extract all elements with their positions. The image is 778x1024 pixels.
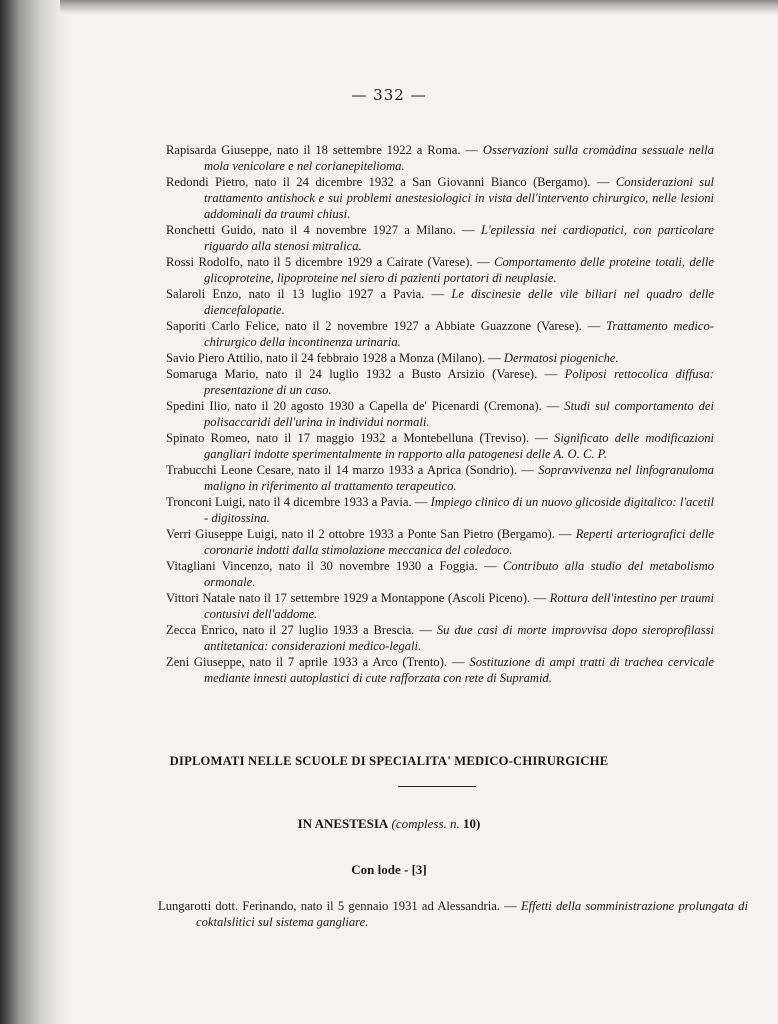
entry-person: Tronconi Luigi, nato il 4 dicembre 1933 a Pavia. — <box>166 495 431 509</box>
entry-work: Osservazioni sulla cromàdina sessuale nella mola venicolare e nel corianepitelioma. <box>204 143 714 173</box>
list-item <box>166 222 714 254</box>
final-entry <box>158 898 748 930</box>
list-item <box>166 558 714 590</box>
list-item <box>166 526 714 558</box>
entry-person: Spinato Romeo, nato il 17 maggio 1932 a Montebelluna (Treviso). — <box>166 431 555 445</box>
subheading-count: 10) <box>463 816 481 831</box>
list-item <box>166 654 714 686</box>
list-item <box>166 142 714 174</box>
list-item <box>166 622 714 654</box>
honors-heading: Con lode - [3] <box>351 862 427 877</box>
entry-person: Vittori Natale nato il 17 settembre 1929 a Montappone (Ascoli Piceno). — <box>166 591 550 605</box>
entry-work: Considerazioni sul trattamento antishock e sui problemi anestesiologici in vista dell'intervento chirurgico, nelle lesioni addominali da traumi chiusi. <box>204 175 714 221</box>
entry-person: Trabucchi Leone Cesare, nato il 14 marzo 1933 a Aprica (Sondrio). — <box>166 463 539 477</box>
list-item <box>166 430 714 462</box>
entry-work: Contributo alla studio del metabolismo ormonale. <box>204 559 714 589</box>
entry-person: Zecca Enrico, nato il 27 luglio 1933 a Brescia. — <box>166 623 437 637</box>
list-item <box>166 174 714 222</box>
list-item <box>166 286 714 318</box>
entry-work: Effetti della somministrazione prolungata di coktalslitici sul sistema gangliare. <box>196 899 748 929</box>
entry-work: Studi sul comportamento dei polisaccaridi dell'urina in individui normali. <box>204 399 714 429</box>
list-item <box>166 350 714 366</box>
entry-work: Reperti arteriografici delle coronarie indotti dalla stimolazione meccanica del coledoco. <box>204 527 715 557</box>
heading-rule <box>398 786 476 787</box>
entry-work: Su due casi di morte improvvisa dopo sieroprofilassi antitetanica: considerazioni medico-legali. <box>204 623 714 653</box>
list-item <box>166 398 714 430</box>
entry-work: Comportamento delle proteine totali, delle glicoproteine, lipoproteine nel siero di pazienti portatori di neuplasie. <box>204 255 714 285</box>
section-heading: DIPLOMATI NELLE SCUOLE DI SPECIALITA' MEDICO-CHIRURGICHE <box>169 754 609 768</box>
list-item <box>166 494 714 526</box>
list-item <box>166 318 714 350</box>
entry-person: Lungarotti dott. Ferinando, nato il 5 gennaio 1931 ad Alessandria. — <box>158 899 521 913</box>
entry-person: Somaruga Mario, nato il 24 luglio 1932 a Busto Arsizio (Varese). — <box>166 367 565 381</box>
entry-person: Salaroli Enzo, nato il 13 luglio 1927 a Pavia. — <box>166 287 452 301</box>
entry-person: Zeni Giuseppe, nato il 7 aprile 1933 a Arco (Trento). — <box>166 655 470 669</box>
entry-list <box>166 142 714 686</box>
list-item <box>166 254 714 286</box>
entry-work: Dermatosi piogeniche. <box>503 351 619 365</box>
entry-work: L'epilessia nei cardiopatici, con particolare riguardo alla stenosi mitralica. <box>204 223 714 253</box>
entry-work: Significato delle modificazioni gangliari indotte sperimentalmente in rapporto alla patogenesi delle A. O. C. P. <box>204 431 714 461</box>
entry-person: Vitagliani Vincenzo, nato il 30 novembre 1930 a Foggia. — <box>166 559 504 573</box>
entry-person: Redondi Pietro, nato il 24 dicembre 1932 a San Giovanni Bianco (Bergamo). — <box>166 175 616 189</box>
entry-work: Impiego clinico di un nuovo glicoside digitalico: l'acetil - digitossina. <box>204 495 715 525</box>
page-top-edge <box>60 0 778 16</box>
list-item <box>166 590 714 622</box>
entry-work: Rottura dell'intestino per traumi contusivi dell'addome. <box>204 591 714 621</box>
list-item <box>166 462 714 494</box>
entry-work: Le discinesie delle vile biliari nel quadro delle diencefalopatie. <box>204 287 715 317</box>
entry-work: Sostituzione di ampi tratti di trachea cervicale mediante innesti autoplastici di cute rafforzata con rete di Supramid. <box>204 655 714 685</box>
subheading-title: IN ANESTESIA <box>297 816 389 831</box>
entry-work: Trattamento medico-chirurgico della incontinenza urinaria. <box>204 319 714 349</box>
entry-person: Verri Giuseppe Luigi, nato il 2 ottobre 1933 a Ponte San Pietro (Bergamo). — <box>166 527 576 541</box>
entry-work: Poliposi rettocolica diffusa: presentazione di un caso. <box>204 367 714 397</box>
entry-work: Sopravvivenza nel linfogranuloma maligno in riferimento al trattamento terapeutico. <box>204 463 714 493</box>
page-number: — 332 — <box>351 86 427 104</box>
subheading <box>0 816 778 832</box>
entry-person: Savio Piero Attilio, nato il 24 febbraio 1928 a Monza (Milano). — <box>166 351 504 365</box>
subheading-note: (compless. n. <box>391 816 460 831</box>
entry-person: Rossi Rodolfo, nato il 5 dicembre 1929 a Cairate (Varese). — <box>166 255 495 269</box>
entry-person: Ronchetti Guido, nato il 4 novembre 1927 a Milano. — <box>166 223 481 237</box>
entry-person: Spedini Ilio, nato il 20 agosto 1930 a Capella de' Picenardi (Cremona). — <box>166 399 565 413</box>
entry-person: Saporiti Carlo Felice, nato il 2 novembre 1927 a Abbiate Guazzone (Varese). — <box>166 319 607 333</box>
list-item <box>166 366 714 398</box>
entry-person: Rapisarda Giuseppe, nato il 18 settembre 1922 a Roma. — <box>166 143 483 157</box>
